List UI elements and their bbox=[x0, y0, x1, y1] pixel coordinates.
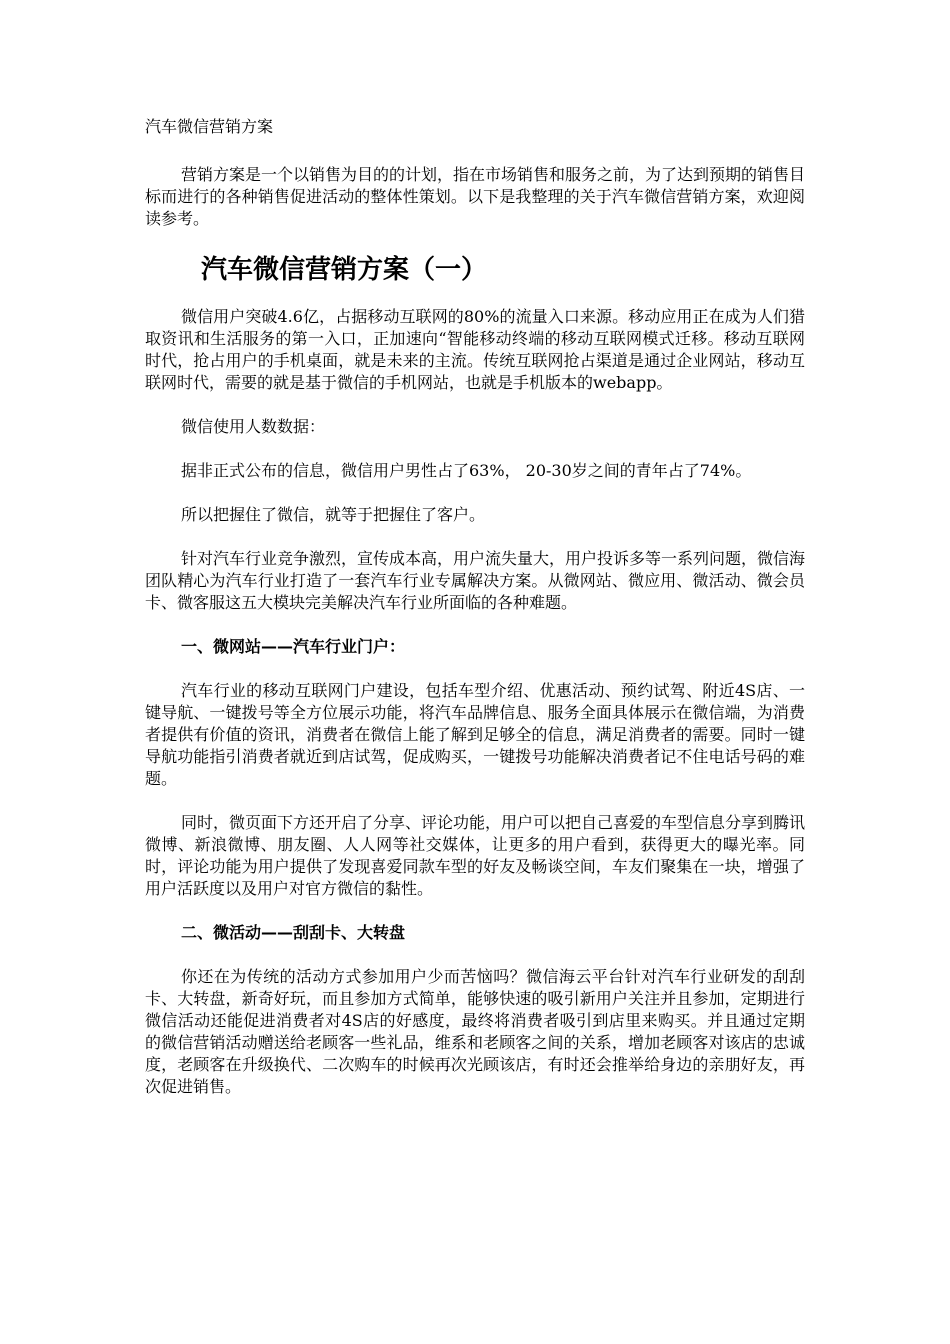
body-paragraph: 汽车行业的移动互联网门户建设，包括车型介绍、优惠活动、预约试驾、附近4S店、一键导航、一键拨号等全方位展示功能，将汽车品牌信息、服务全面具体展示在微信端，为消费者提供有价值的资讯，消费者在微信上能了解到足够全的信息，满足消费者的需要。同时一键导航功能指引消费者就近到店试驾，促成购买，一键拨号功能解决消费者记不住电话号码的难题。 bbox=[145, 681, 805, 788]
body-paragraph: 针对汽车行业竞争激烈，宣传成本高，用户流失量大，用户投诉多等一系列问题，微信海团队精心为汽车行业打造了一套汽车行业专属解决方案。从微网站、微应用、微活动、微会员卡、微客服这五大模块完美解决汽车行业所面临的各种难题。 bbox=[145, 549, 806, 612]
document-page bbox=[145, 116, 805, 1120]
body-paragraph: 所以把握住了微信，就等于把握住了客户。 bbox=[181, 505, 486, 524]
body-paragraph: 微信用户突破4.6亿，占据移动互联网的80%的流量入口来源。移动应用正在成为人们猎取资讯和生活服务的第一入口，正加速向“智能移动终端的移动互联网模式迁移。移动互联网时代，抢占用户的手机桌面，就是未来的主流。传统互联网抢占渠道是通过企业网站，移动互联网时代，需要的就是基于微信的手机网站，也就是手机版本的webapp。 bbox=[145, 307, 805, 392]
intro-paragraph: 营销方案是一个以销售为目的的计划，指在市场销售和服务之前，为了达到预期的销售目标而进行的各种销售促进活动的整体性策划。以下是我整理的关于汽车微信营销方案，欢迎阅读参考。 bbox=[145, 165, 806, 228]
sub-heading-micro-website: 一、微网站——汽车行业门户： bbox=[181, 637, 406, 656]
body-paragraph: 同时，微页面下方还开启了分享、评论功能，用户可以把自己喜爱的车型信息分享到腾讯微博、新浪微博、朋友圈、人人网等社交媒体，让更多的用户看到，获得更大的曝光率。同时，评论功能为用户提供了发现喜爱同款车型的好友及畅谈空间，车友们聚集在一块，增强了用户活跃度以及用户对官方微信的黏性。 bbox=[145, 813, 806, 898]
body-paragraph: 微信使用人数数据： bbox=[181, 417, 326, 436]
section-title: 汽车微信营销方案（一） bbox=[201, 255, 488, 285]
document-title: 汽车微信营销方案 bbox=[145, 117, 274, 136]
body-paragraph: 你还在为传统的活动方式参加用户少而苦恼吗？微信海云平台针对汽车行业研发的刮刮卡、大转盘，新奇好玩，而且参加方式简单，能够快速的吸引新用户关注并且参加，定期进行微信活动还能促进消费者对4S店的好感度，最终将消费者吸引到店里来购买。并且通过定期的微信营销活动赠送给老顾客一些礼品，维系和老顾客之间的关系，增加老顾客对该店的忠诚度，老顾客在升级换代、二次购车的时候再次光顾该店，有时还会推举给身边的亲朋好友，再次促进销售。 bbox=[145, 967, 805, 1096]
sub-heading-micro-activity: 二、微活动——刮刮卡、大转盘 bbox=[181, 923, 406, 942]
body-paragraph: 据非正式公布的信息，微信用户男性占了63%， 20-30岁之间的青年占了74%。 bbox=[181, 461, 752, 480]
